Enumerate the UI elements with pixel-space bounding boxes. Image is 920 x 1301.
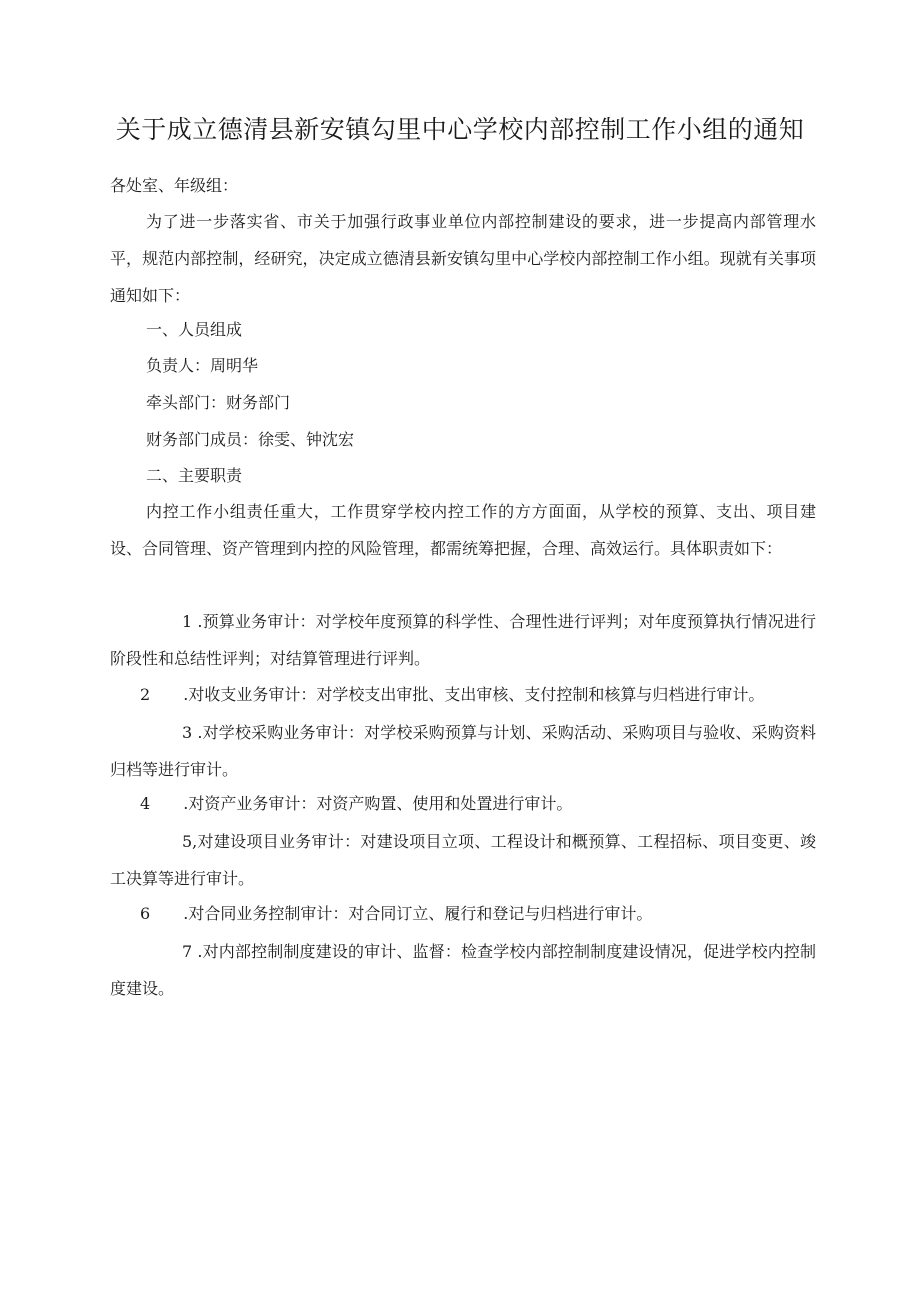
duty-text: 对建设项目业务审计：对建设项目立项、工程设计和概预算、工程招标、项目变更、竣工决算等进行审计。 (110, 832, 816, 888)
duty-number: 6 (140, 904, 151, 923)
document-title: 关于成立德清县新安镇勾里中心学校内部控制工作小组的通知 (115, 115, 805, 144)
duty-number: 3 (182, 723, 193, 742)
duty-separator: . (192, 723, 203, 742)
duty-separator: . (178, 794, 189, 813)
duty-separator: . (178, 685, 189, 704)
lead-department-line: 牵头部门：财务部门 (146, 393, 291, 412)
duty-item (110, 603, 816, 677)
salutation: 各处室、年级组： (110, 176, 239, 195)
leader-line: 负责人：周明华 (146, 356, 259, 375)
intro-paragraph: 为了进一步落实省、市关于加强行政事业单位内部控制建设的要求，进一步提高内部管理水平，规范内部控制，经研究，决定成立德清县新安镇勾里中心学校内部控制工作小组。现就有关事项通知如下： (110, 212, 816, 305)
section-heading-duties: 二、主要职责 (146, 466, 243, 485)
duty-number: 5, (182, 832, 198, 851)
duty-item (140, 685, 764, 705)
section-heading-personnel: 一、人员组成 (146, 320, 243, 339)
duty-item (140, 794, 572, 814)
duty-text: 对资产业务审计：对资产购置、使用和处置进行审计。 (188, 794, 573, 813)
members-line: 财务部门成员：徐雯、钟沈宏 (146, 430, 355, 449)
duty-separator: . (192, 942, 203, 961)
duty-item (140, 904, 652, 924)
duty-text: 对收支业务审计：对学校支出审批、支出审核、支付控制和核算与归档进行审计。 (188, 685, 765, 704)
duty-item (110, 823, 816, 897)
duty-text: 预算业务审计：对学校年度预算的科学性、合理性进行评判；对年度预算执行情况进行阶段性和总结性评判；对结算管理进行评判。 (110, 612, 816, 668)
duty-number: 4 (140, 794, 151, 813)
duties-intro-paragraph: 内控工作小组责任重大，工作贯穿学校内控工作的方方面面，从学校的预算、支出、项目建设、合同管理、资产管理到内控的风险管理，都需统筹把握，合理、高效运行。具体职责如下： (110, 502, 816, 558)
duty-text: 对学校采购业务审计：对学校采购预算与计划、采购活动、采购项目与验收、采购资料归档等进行审计。 (110, 723, 816, 779)
duty-number: 1 (182, 612, 193, 631)
duty-item (110, 714, 816, 788)
duty-item (110, 933, 816, 1007)
duty-number: 2 (140, 685, 151, 704)
duty-text: 对内部控制制度建设的审计、监督：检查学校内部控制制度建设情况，促进学校内控制度建设。 (110, 942, 816, 998)
duty-separator: . (192, 612, 203, 631)
duty-text: 对合同业务控制审计：对合同订立、履行和登记与归档进行审计。 (188, 904, 653, 923)
duty-separator: . (178, 904, 189, 923)
duty-number: 7 (182, 942, 193, 961)
